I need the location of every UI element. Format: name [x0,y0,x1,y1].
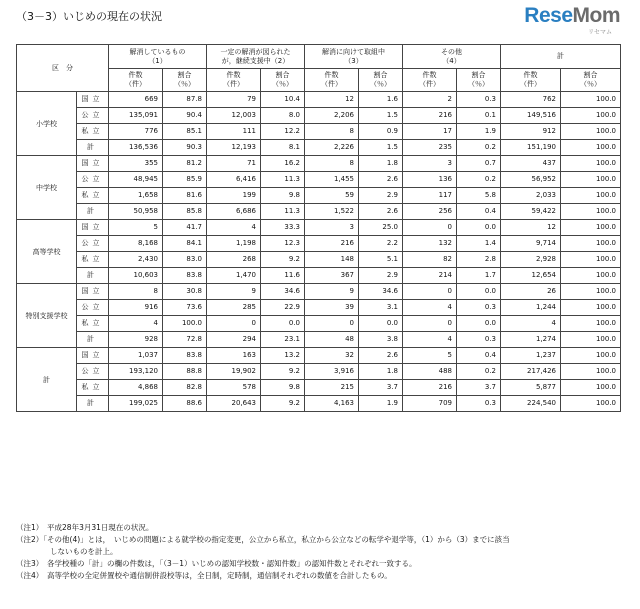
ratio-cell: 0.7 [457,156,501,172]
count-cell: 151,190 [501,140,561,156]
ratio-cell: 10.4 [261,92,305,108]
category-label: 私立 [77,124,109,140]
count-cell: 0 [305,316,359,332]
ratio-cell: 2.6 [359,348,403,364]
school-type-label: 小学校 [17,92,77,156]
count-cell: 912 [501,124,561,140]
count-cell: 4 [207,220,261,236]
count-cell: 669 [109,92,163,108]
count-cell: 12,193 [207,140,261,156]
ratio-cell: 9.2 [261,364,305,380]
count-cell: 148 [305,252,359,268]
count-cell: 1,237 [501,348,561,364]
count-cell: 6,686 [207,204,261,220]
count-cell: 367 [305,268,359,284]
category-label: 国立 [77,284,109,300]
ratio-cell: 0.3 [457,92,501,108]
count-cell: 224,540 [501,396,561,412]
category-label: 私立 [77,188,109,204]
ratio-cell: 0.3 [457,396,501,412]
count-cell: 928 [109,332,163,348]
note: （注4） 高等学校の全定併置校や通信制併設校等は，全日制，定時制，通信制それぞれの数値を合計したもの。 [16,571,392,580]
table-row [17,364,621,380]
group-header: 一定の解消が図られた が，継続支援中（2） [207,45,305,69]
ratio-cell: 81.6 [163,188,207,204]
ratio-cell: 100.0 [561,220,621,236]
count-cell: 916 [109,300,163,316]
count-cell: 0 [403,220,457,236]
note: （注3） 各学校種の「計」の欄の件数は，「（3－1）いじめの認知学校数・認知件数」の認知件数とそれぞれ一致する。 [16,559,417,568]
category-label: 公立 [77,364,109,380]
ratio-cell: 0.9 [359,124,403,140]
count-cell: 2,226 [305,140,359,156]
ratio-cell: 100.0 [561,332,621,348]
count-cell: 5,877 [501,380,561,396]
count-cell: 193,120 [109,364,163,380]
table-row [17,172,621,188]
count-cell: 50,958 [109,204,163,220]
table-row [17,124,621,140]
count-cell: 117 [403,188,457,204]
count-cell: 163 [207,348,261,364]
count-cell: 762 [501,92,561,108]
ratio-cell: 0.0 [261,316,305,332]
count-cell: 216 [403,108,457,124]
ratio-cell: 0.2 [457,172,501,188]
ratio-cell: 16.2 [261,156,305,172]
count-cell: 4,163 [305,396,359,412]
count-header: 件数 （件） [207,69,261,92]
count-header: 件数 （件） [305,69,359,92]
category-label: 私立 [77,316,109,332]
ratio-cell: 100.0 [561,380,621,396]
count-cell: 4 [403,332,457,348]
ratio-cell: 11.3 [261,172,305,188]
logo-subtitle: リセマム [588,29,612,36]
count-cell: 1,470 [207,268,261,284]
category-label: 国立 [77,220,109,236]
count-cell: 136 [403,172,457,188]
table-title: （3－3）いじめの現在の状況 [16,10,162,23]
count-cell: 1,455 [305,172,359,188]
table-row [17,140,621,156]
ratio-cell: 1.8 [359,156,403,172]
table-row [17,284,621,300]
ratio-cell: 11.3 [261,204,305,220]
ratio-header: 割合 （％） [457,69,501,92]
table-row [17,156,621,172]
footnotes [16,522,628,582]
note: しないものを計上。 [50,547,118,556]
ratio-cell: 3.7 [359,380,403,396]
count-cell: 59 [305,188,359,204]
count-cell: 20,643 [207,396,261,412]
count-header: 件数 （件） [403,69,457,92]
ratio-cell: 100.0 [561,300,621,316]
ratio-cell: 23.1 [261,332,305,348]
ratio-cell: 83.0 [163,252,207,268]
count-cell: 776 [109,124,163,140]
school-type-label: 中学校 [17,156,77,220]
ratio-cell: 90.4 [163,108,207,124]
count-cell: 8 [305,124,359,140]
ratio-cell: 88.8 [163,364,207,380]
count-cell: 136,536 [109,140,163,156]
ratio-header: 割合 （％） [359,69,403,92]
count-cell: 82 [403,252,457,268]
ratio-cell: 73.6 [163,300,207,316]
ratio-header: 割合 （％） [561,69,621,92]
count-cell: 0 [207,316,261,332]
corner-header: 区 分 [17,45,109,92]
ratio-cell: 1.9 [359,396,403,412]
category-label: 国立 [77,348,109,364]
ratio-cell: 41.7 [163,220,207,236]
count-cell: 215 [305,380,359,396]
count-cell: 8 [305,156,359,172]
ratio-cell: 13.2 [261,348,305,364]
count-cell: 26 [501,284,561,300]
count-cell: 12,654 [501,268,561,284]
table-row [17,220,621,236]
category-label: 私立 [77,380,109,396]
group-header: 計 [501,45,621,69]
ratio-cell: 0.1 [457,108,501,124]
count-cell: 56,952 [501,172,561,188]
ratio-cell: 81.2 [163,156,207,172]
ratio-cell: 9.8 [261,188,305,204]
table-row [17,300,621,316]
ratio-cell: 0.3 [457,332,501,348]
ratio-cell: 83.8 [163,348,207,364]
ratio-cell: 90.3 [163,140,207,156]
ratio-cell: 3.7 [457,380,501,396]
ratio-cell: 100.0 [561,140,621,156]
count-cell: 285 [207,300,261,316]
ratio-cell: 100.0 [561,188,621,204]
count-cell: 2 [403,92,457,108]
table-row [17,316,621,332]
count-cell: 3 [305,220,359,236]
ratio-cell: 0.0 [457,316,501,332]
count-cell: 12 [501,220,561,236]
count-cell: 8 [109,284,163,300]
ratio-cell: 87.8 [163,92,207,108]
count-cell: 39 [305,300,359,316]
ratio-cell: 2.6 [359,204,403,220]
count-cell: 12 [305,92,359,108]
ratio-cell: 100.0 [163,316,207,332]
count-cell: 1,522 [305,204,359,220]
ratio-cell: 22.9 [261,300,305,316]
count-cell: 1,244 [501,300,561,316]
ratio-cell: 85.8 [163,204,207,220]
table-row [17,204,621,220]
ratio-cell: 0.3 [457,300,501,316]
table-row [17,108,621,124]
ratio-cell: 30.8 [163,284,207,300]
ratio-cell: 8.0 [261,108,305,124]
count-cell: 2,206 [305,108,359,124]
ratio-cell: 8.1 [261,140,305,156]
ratio-cell: 100.0 [561,204,621,220]
category-label: 国立 [77,156,109,172]
ratio-cell: 33.3 [261,220,305,236]
ratio-cell: 1.9 [457,124,501,140]
ratio-cell: 9.2 [261,252,305,268]
count-cell: 199,025 [109,396,163,412]
count-cell: 10,603 [109,268,163,284]
ratio-cell: 100.0 [561,284,621,300]
table-row [17,236,621,252]
count-cell: 268 [207,252,261,268]
count-cell: 437 [501,156,561,172]
table-row [17,348,621,364]
count-cell: 0 [403,284,457,300]
ratio-cell: 2.9 [359,268,403,284]
ratio-cell: 83.8 [163,268,207,284]
ratio-cell: 100.0 [561,172,621,188]
ratio-cell: 100.0 [561,316,621,332]
category-label: 計 [77,268,109,284]
category-label: 私立 [77,252,109,268]
count-cell: 149,516 [501,108,561,124]
category-label: 計 [77,396,109,412]
ratio-cell: 100.0 [561,268,621,284]
category-label: 計 [77,140,109,156]
count-cell: 355 [109,156,163,172]
count-cell: 578 [207,380,261,396]
ratio-cell: 100.0 [561,252,621,268]
category-label: 公立 [77,172,109,188]
count-cell: 32 [305,348,359,364]
ratio-cell: 85.9 [163,172,207,188]
ratio-cell: 5.8 [457,188,501,204]
count-cell: 4,868 [109,380,163,396]
ratio-cell: 100.0 [561,348,621,364]
ratio-cell: 84.1 [163,236,207,252]
count-header: 件数 （件） [501,69,561,92]
ratio-cell: 9.8 [261,380,305,396]
count-cell: 1,198 [207,236,261,252]
table-row [17,396,621,412]
count-cell: 216 [403,380,457,396]
school-type-label: 特別支援学校 [17,284,77,348]
ratio-cell: 34.6 [261,284,305,300]
bullying-status-table [16,44,621,412]
category-label: 公立 [77,300,109,316]
ratio-cell: 0.0 [457,220,501,236]
ratio-cell: 0.4 [457,204,501,220]
count-cell: 111 [207,124,261,140]
count-cell: 1,658 [109,188,163,204]
count-cell: 9,714 [501,236,561,252]
ratio-cell: 100.0 [561,108,621,124]
count-cell: 1,274 [501,332,561,348]
ratio-cell: 85.1 [163,124,207,140]
count-cell: 1,037 [109,348,163,364]
ratio-cell: 2.9 [359,188,403,204]
ratio-cell: 0.2 [457,364,501,380]
ratio-header: 割合 （％） [163,69,207,92]
count-cell: 8,168 [109,236,163,252]
count-cell: 6,416 [207,172,261,188]
count-cell: 71 [207,156,261,172]
count-cell: 256 [403,204,457,220]
count-cell: 48 [305,332,359,348]
count-cell: 294 [207,332,261,348]
count-cell: 9 [207,284,261,300]
ratio-cell: 100.0 [561,92,621,108]
ratio-cell: 1.6 [359,92,403,108]
ratio-cell: 3.8 [359,332,403,348]
ratio-cell: 25.0 [359,220,403,236]
count-cell: 4 [403,300,457,316]
count-cell: 3,916 [305,364,359,380]
ratio-cell: 100.0 [561,396,621,412]
count-cell: 2,033 [501,188,561,204]
ratio-cell: 12.2 [261,124,305,140]
count-cell: 48,945 [109,172,163,188]
table-row [17,332,621,348]
count-cell: 214 [403,268,457,284]
ratio-cell: 100.0 [561,364,621,380]
note: （注1） 平成28年3月31日現在の状況。 [16,523,154,532]
count-cell: 709 [403,396,457,412]
table-row [17,268,621,284]
category-label: 計 [77,204,109,220]
ratio-cell: 1.5 [359,108,403,124]
ratio-cell: 0.2 [457,140,501,156]
note: （注2）「その他(4)」とは， いじめの問題による就学校の指定変更，公立から私立，私立から公立などの転学や退学等，（1）から（3）までに該当 [16,535,510,544]
count-cell: 488 [403,364,457,380]
count-cell: 5 [109,220,163,236]
ratio-cell: 5.1 [359,252,403,268]
count-cell: 5 [403,348,457,364]
ratio-cell: 2.8 [457,252,501,268]
ratio-cell: 1.4 [457,236,501,252]
ratio-cell: 0.0 [359,316,403,332]
table-row [17,252,621,268]
resemom-logo[interactable]: ReseMom [524,4,620,27]
table-row [17,188,621,204]
category-label: 計 [77,332,109,348]
count-cell: 135,091 [109,108,163,124]
ratio-cell: 1.8 [359,364,403,380]
count-cell: 4 [501,316,561,332]
count-cell: 17 [403,124,457,140]
ratio-cell: 100.0 [561,156,621,172]
group-header: 解消しているもの （1） [109,45,207,69]
count-cell: 235 [403,140,457,156]
count-cell: 3 [403,156,457,172]
count-cell: 4 [109,316,163,332]
count-cell: 2,430 [109,252,163,268]
ratio-cell: 3.1 [359,300,403,316]
school-type-label: 高等学校 [17,220,77,284]
count-cell: 59,422 [501,204,561,220]
count-cell: 2,928 [501,252,561,268]
count-cell: 9 [305,284,359,300]
group-header: その他 （4） [403,45,501,69]
ratio-cell: 2.6 [359,172,403,188]
ratio-cell: 2.2 [359,236,403,252]
table-row [17,380,621,396]
ratio-cell: 12.3 [261,236,305,252]
category-label: 公立 [77,108,109,124]
count-header: 件数 （件） [109,69,163,92]
group-header: 解消に向けて取組中 （3） [305,45,403,69]
ratio-cell: 1.7 [457,268,501,284]
school-type-label: 計 [17,348,77,412]
count-cell: 0 [403,316,457,332]
ratio-cell: 11.6 [261,268,305,284]
count-cell: 216 [305,236,359,252]
ratio-cell: 82.8 [163,380,207,396]
category-label: 国立 [77,92,109,108]
category-label: 公立 [77,236,109,252]
count-cell: 132 [403,236,457,252]
ratio-cell: 34.6 [359,284,403,300]
ratio-cell: 72.8 [163,332,207,348]
count-cell: 199 [207,188,261,204]
ratio-cell: 0.0 [457,284,501,300]
ratio-cell: 9.2 [261,396,305,412]
count-cell: 217,426 [501,364,561,380]
count-cell: 79 [207,92,261,108]
ratio-cell: 100.0 [561,124,621,140]
ratio-header: 割合 （％） [261,69,305,92]
table-row [17,92,621,108]
ratio-cell: 0.4 [457,348,501,364]
ratio-cell: 88.6 [163,396,207,412]
ratio-cell: 100.0 [561,236,621,252]
ratio-cell: 1.5 [359,140,403,156]
count-cell: 19,902 [207,364,261,380]
count-cell: 12,003 [207,108,261,124]
